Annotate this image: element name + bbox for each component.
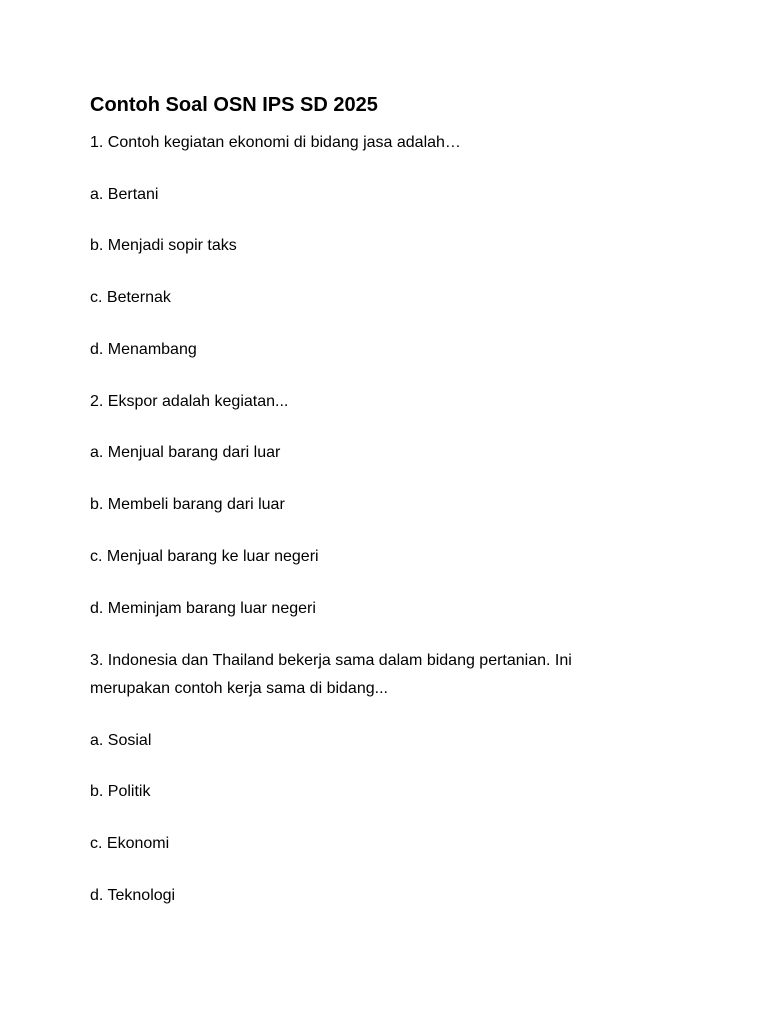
question-3-option-d: d. Teknologi: [90, 887, 176, 904]
question-1: 1. Contoh kegiatan ekonomi di bidang jasa adalah…: [90, 134, 461, 151]
question-2-option-c: c. Menjual barang ke luar negeri: [90, 548, 319, 565]
question-1-option-c: c. Beternak: [90, 289, 171, 306]
question-3-option-b: b. Politik: [90, 783, 151, 800]
question-3-option-a: a. Sosial: [90, 732, 152, 749]
question-3-option-c: c. Ekonomi: [90, 835, 170, 852]
question-2-option-d: d. Meminjam barang luar negeri: [90, 600, 316, 617]
question-1-option-a: a. Bertani: [90, 186, 159, 203]
question-2-option-a: a. Menjual barang dari luar: [90, 444, 281, 461]
question-1-option-b: b. Menjadi sopir taks: [90, 237, 237, 254]
question-3: 3. Indonesia dan Thailand bekerja sama dalam bidang pertanian. Ini merupakan contoh kerja sama di bidang...: [90, 652, 572, 697]
question-2: 2. Ekspor adalah kegiatan...: [90, 393, 289, 410]
question-1-option-d: d. Menambang: [90, 341, 197, 358]
question-2-option-b: b. Membeli barang dari luar: [90, 496, 285, 513]
document-title: Contoh Soal OSN IPS SD 2025: [90, 94, 378, 116]
